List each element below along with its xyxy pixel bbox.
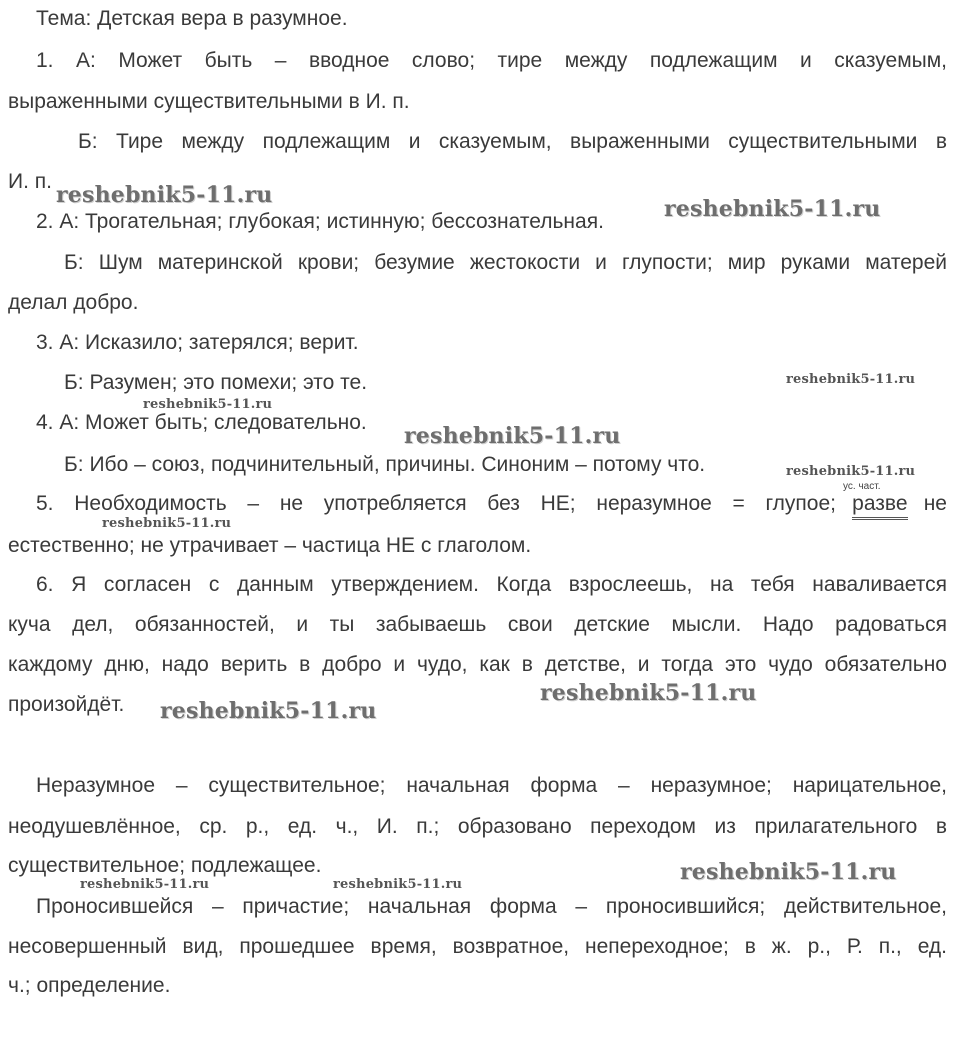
answer-2b-cont: делал добро. xyxy=(8,291,139,314)
answer-2b: Б: Шум материнской крови; безумие жестокости и глупости; мир руками матерей xyxy=(64,251,947,274)
watermark: reshebnik5-11.ru xyxy=(333,877,463,892)
analysis-1b: неодушевлённое, ср. р., ед. ч., И. п.; образовано переходом из прилагательного в xyxy=(8,815,947,838)
answer-5a-text: 5. Необходимость – не употребляется без НЕ; неразумное = глупое; xyxy=(36,492,836,515)
analysis-2c: ч.; определение. xyxy=(8,974,171,997)
watermark: reshebnik5-11.ru xyxy=(786,464,916,479)
answer-6c: каждому дню, надо верить в добро и чудо, как в детстве, и тогда это чудо обязательно xyxy=(8,653,947,676)
analysis-2a: Проносившейся – причастие; начальная форма – проносившийся; действительное, xyxy=(36,895,947,918)
answer-4a: 4. А: Может быть; следовательно. xyxy=(36,411,367,434)
grammar-note: ус. част. xyxy=(843,481,881,492)
answer-5b: естественно; не утрачивает – частица НЕ с глаголом. xyxy=(8,534,532,557)
answer-1a-cont: выраженными существительными в И. п. xyxy=(8,90,410,113)
watermark: reshebnik5-11.ru xyxy=(143,397,273,412)
analysis-2b: несовершенный вид, прошедшее время, возвратное, непереходное; в ж. р., Р. п., ед. xyxy=(8,935,947,958)
answer-1b-cont: И. п. xyxy=(8,170,52,193)
answer-2a: 2. А: Трогательная; глубокая; истинную; бессознательная. xyxy=(36,210,604,233)
answer-3a: 3. А: Исказило; затерялся; верит. xyxy=(36,331,359,354)
watermark: reshebnik5-11.ru xyxy=(786,372,916,387)
watermark: reshebnik5-11.ru xyxy=(160,698,377,724)
watermark: reshebnik5-11.ru xyxy=(56,182,273,208)
answer-6a: 6. Я согласен с данным утверждением. Когда взрослеешь, на тебя наваливается xyxy=(36,573,947,596)
analysis-1c: существительное; подлежащее. xyxy=(8,854,322,877)
watermark: reshebnik5-11.ru xyxy=(664,196,881,222)
answer-4b: Б: Ибо – союз, подчинительный, причины. Синоним – потому что. xyxy=(64,453,706,476)
answer-1a: 1. А: Может быть – вводное слово; тире между подлежащим и сказуемым, xyxy=(36,49,947,72)
answer-1b: Б: Тире между подлежащим и сказуемым, выраженными существительными в xyxy=(78,130,947,153)
analysis-1a: Неразумное – существительное; начальная форма – неразумное; нарицательное, xyxy=(36,774,947,797)
topic-line: Тема: Детская вера в разумное. xyxy=(36,7,348,30)
watermark: reshebnik5-11.ru xyxy=(102,516,232,531)
answer-6d: произойдёт. xyxy=(8,693,125,716)
watermark: reshebnik5-11.ru xyxy=(404,423,621,449)
watermark: reshebnik5-11.ru xyxy=(80,877,210,892)
watermark: reshebnik5-11.ru xyxy=(680,859,897,885)
watermark: reshebnik5-11.ru xyxy=(540,680,757,706)
answer-5a-end: не xyxy=(923,492,947,515)
underlined-word: разве xyxy=(852,491,907,520)
answer-6b: куча дел, обязанностей, и ты забываешь свои детские мысли. Надо радоваться xyxy=(8,613,947,636)
answer-3b: Б: Разумен; это помехи; это те. xyxy=(64,371,368,394)
